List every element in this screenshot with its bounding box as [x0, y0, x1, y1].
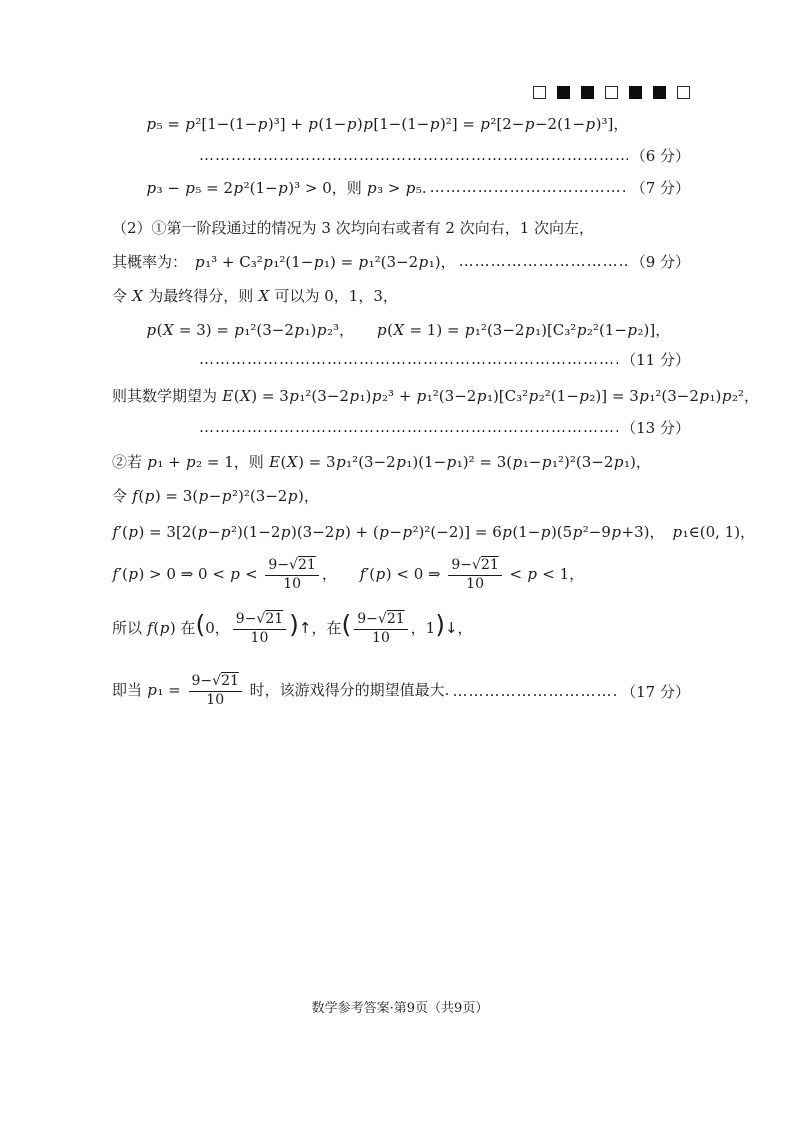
- formula-line-pX-values: [146, 318, 690, 340]
- score-label: （17 分）: [621, 682, 690, 701]
- filled-square-mark: [653, 86, 666, 99]
- formula-text: ②若 p₁ + p₂ = 1，则 E(X) = 3p₁²(3−2p₁)(1−p₁)² = 3(p₁−p₁²)²(3−2p₁)，: [112, 452, 651, 471]
- score-line-6: [196, 144, 690, 166]
- formula-text: 令 f(p) = 3(p−p²)²(3−2p)，: [112, 486, 319, 505]
- formula-line-probability: [112, 250, 690, 272]
- body-text: 令 X 为最终得分，则 X 可以为 0，1，3，: [112, 286, 398, 305]
- formula-text: f′(p) > 0 ⇒ 0 < p < $\frac{9-√21}{10}$ ， f′(p) < 0 ⇒ $\frac{9-√21}{10}$ < p < 1，: [112, 557, 585, 592]
- score-label: （7 分）: [630, 178, 690, 197]
- formula-line-conclusion: [112, 666, 690, 716]
- formula-line-derivative: [112, 520, 756, 542]
- page-footer: 数学参考答案·第9页（共9页）: [311, 1001, 489, 1016]
- outline-square-mark: [533, 86, 546, 99]
- outline-square-mark: [605, 86, 618, 99]
- score-label: （9 分）: [630, 252, 690, 271]
- formula-line-p5-expansion: [146, 112, 690, 134]
- formula-text: 其概率为： p₁³ + C₃²p₁²(1−p₁) = p₁²(3−2p₁)，: [112, 252, 456, 271]
- text-line-define-X: [112, 284, 690, 306]
- formula-text: 即当 p₁ = $\frac{9-√21}{10}$ 时，该游戏得分的期望值最大.: [112, 673, 450, 708]
- formula-text: p(X = 3) = p₁²(3−2p₁)p₂³， p(X = 1) = p₁²(3−2p₁)[C₃²p₂²(1−p₂)]，: [146, 320, 671, 339]
- formula-line-expectation: [112, 384, 760, 406]
- filled-square-mark: [581, 86, 594, 99]
- score-line-11: [196, 348, 690, 370]
- formula-line-case2-expectation: [112, 450, 690, 472]
- score-line-13: [196, 416, 690, 438]
- filled-square-mark: [629, 86, 642, 99]
- formula-text: p₅ = p²[1−(1−p)³] + p(1−p)p[1−(1−p)²] = p²[2−p−2(1−p)³]，: [146, 114, 629, 133]
- formula-text: f′(p) = 3[2(p−p²)(1−2p)(3−2p) + (p−p²)²(−2)] = 6p(1−p)(5p²−9p+3)， p₁∈(0, 1)，: [112, 522, 756, 541]
- score-label: （11 分）: [621, 350, 690, 369]
- filled-square-mark: [557, 86, 570, 99]
- dot-leader: [199, 146, 628, 164]
- answer-content: [112, 112, 760, 716]
- body-text: （2）①第一阶段通过的情况为 3 次均向右或者有 2 次向右，1 次向左，: [112, 218, 595, 237]
- formula-line-monotonicity: [112, 604, 690, 654]
- formula-text: 则其数学期望为 E(X) = 3p₁²(3−2p₁)p₂³ + p₁²(3−2p₁)[C₃²p₂²(1−p₂)] = 3p₁²(3−2p₁)p₂²，: [112, 386, 760, 405]
- text-line-part2-case1: [112, 216, 690, 238]
- formula-line-define-f: [112, 484, 690, 506]
- formula-text: 所以 f(p) 在(0， $\frac{9-√21}{10}$ )↑，在( $\frac{9-√21}{10}$ ，1)↓，: [112, 610, 473, 646]
- score-label: （6 分）: [630, 146, 690, 165]
- dot-leader: [430, 178, 628, 196]
- outline-square-mark: [677, 86, 690, 99]
- dot-leader: [199, 418, 618, 436]
- dot-leader: [199, 350, 618, 368]
- registration-marks: [533, 86, 690, 99]
- score-label: （13 分）: [621, 418, 690, 437]
- formula-line-derivative-sign: [112, 550, 690, 600]
- formula-text: p₃ − p₅ = 2p²(1−p)³ > 0，则 p₃ > p₅.: [146, 178, 427, 197]
- formula-line-p3-minus-p5: [146, 176, 690, 198]
- dot-leader: [452, 682, 618, 700]
- dot-leader: [459, 252, 628, 270]
